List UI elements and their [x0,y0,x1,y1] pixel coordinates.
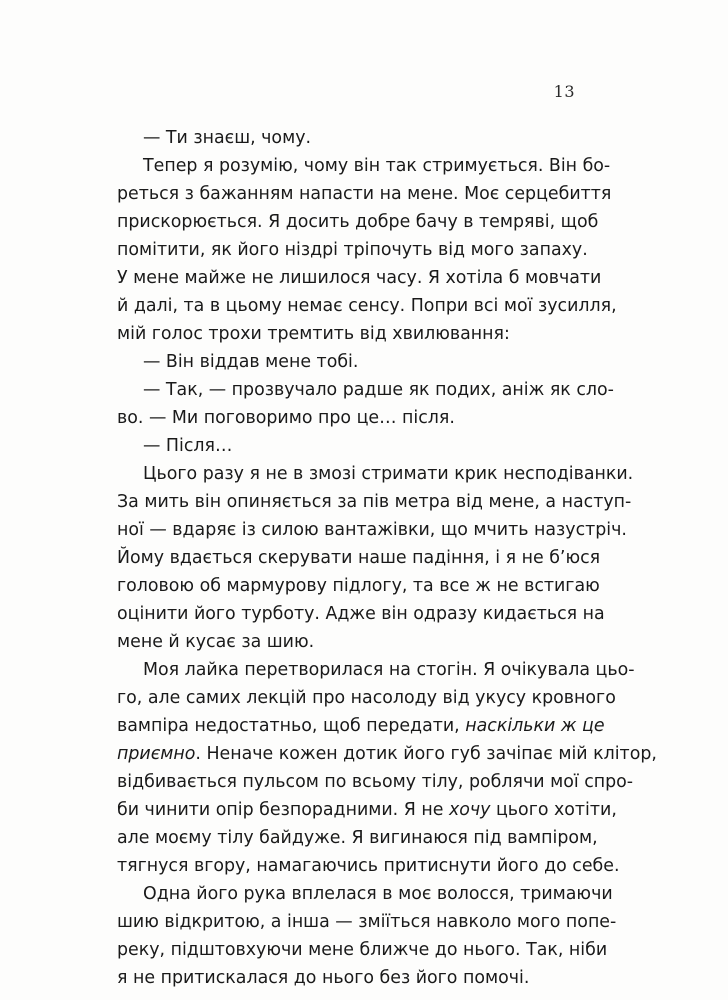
paragraph-4 [117,376,614,432]
body-text [117,124,657,992]
text-run: би чинити опір безпорадними. Я не [117,800,449,820]
text-run: цього хотіти, [490,800,617,820]
text-line [117,852,620,880]
text-line [117,712,605,740]
text-line: мій голос трохи тремтить від хвилювання: [117,324,510,344]
text-line [117,656,635,684]
text-line: я не притискалася до нього без його помочі. [117,968,530,988]
text-line: — Так, — прозвучало радше як подих, аніж як сло- [143,380,614,400]
text-line: У мене майже не лишилося часу. Я хотіла б мовчати [117,268,602,288]
italic-text-run: наскільки ж це [465,716,605,736]
text-line [117,740,657,768]
paragraph-8 [117,880,617,992]
text-line: реться з бажанням напасти на мене. Моє серцебиття [117,184,612,204]
text-run: го, але самих лекцій про насолоду від укусу кровного [117,688,616,708]
text-line: Йому вдається скерувати наше падіння, і я не б’юся [117,548,601,568]
text-line [117,796,617,824]
paragraph-1 [117,124,572,152]
text-line [117,684,616,712]
text-line: прискорюється. Я досить добре бачу в темряві, щоб [117,212,599,232]
text-run: Моя лайка перетворилася на стогін. Я очікувала цьо- [143,660,635,680]
text-run: тягнуся вгору, намагаючись притиснути його до себе. [117,856,620,876]
text-line: во. — Ми поговоримо про це… після. [117,408,455,428]
text-line: головою об мармурову підлогу, та все ж не встигаю [117,576,600,596]
paragraph-7 [117,656,657,880]
text-run: . Неначе кожен дотик його губ зачіпає мій клітор, [195,744,657,764]
paragraph-6 [117,460,634,656]
text-line: й далі, та в цьому немає сенсу. Попри всі мої зусилля, [117,296,617,316]
text-line: шию відкритою, а інша — зміїться навколо мого попе- [117,912,617,932]
text-line: Цього разу я не в змозі стримати крик несподіванки. [143,464,634,484]
paragraph-3 [117,348,572,376]
paragraph-5 [117,432,572,460]
text-line [117,824,598,852]
italic-text-run: приємно [117,744,196,764]
text-line: Одна його рука вплелася в моє волосся, тримаючи [143,884,613,904]
text-line: За мить він опиняється за пів метра від мене, а наступ- [117,492,632,512]
text-line: — Він віддав мене тобі. [143,352,359,372]
text-line: оцінити його турботу. Адже він одразу кидається на [117,604,605,624]
text-line: помітити, як його ніздрі тріпочуть від мого запаху. [117,240,588,260]
text-line: — Після… [143,436,233,456]
text-line: ної — вдаряє із силою вантажівки, що мчить назустріч. [117,520,627,540]
text-line: мене й кусає за шию. [117,632,315,652]
paragraph-2 [117,152,617,348]
page-number: 13 [553,82,575,101]
text-line [117,768,634,796]
text-line: Тепер я розумію, чому він так стримується. Він бо- [143,156,611,176]
text-line: реку, підштовхуючи мене ближче до нього. Так, ніби [117,940,608,960]
text-run: вампіра недостатньо, щоб передати, [117,716,466,736]
text-run: але моєму тілу байдуже. Я вигинаюся під вампіром, [117,828,598,848]
italic-text-run: хочу [448,800,491,820]
text-line: — Ти знаєш, чому. [143,128,312,148]
text-run: відбивається пульсом по всьому тілу, роблячи мої спро- [117,772,634,792]
